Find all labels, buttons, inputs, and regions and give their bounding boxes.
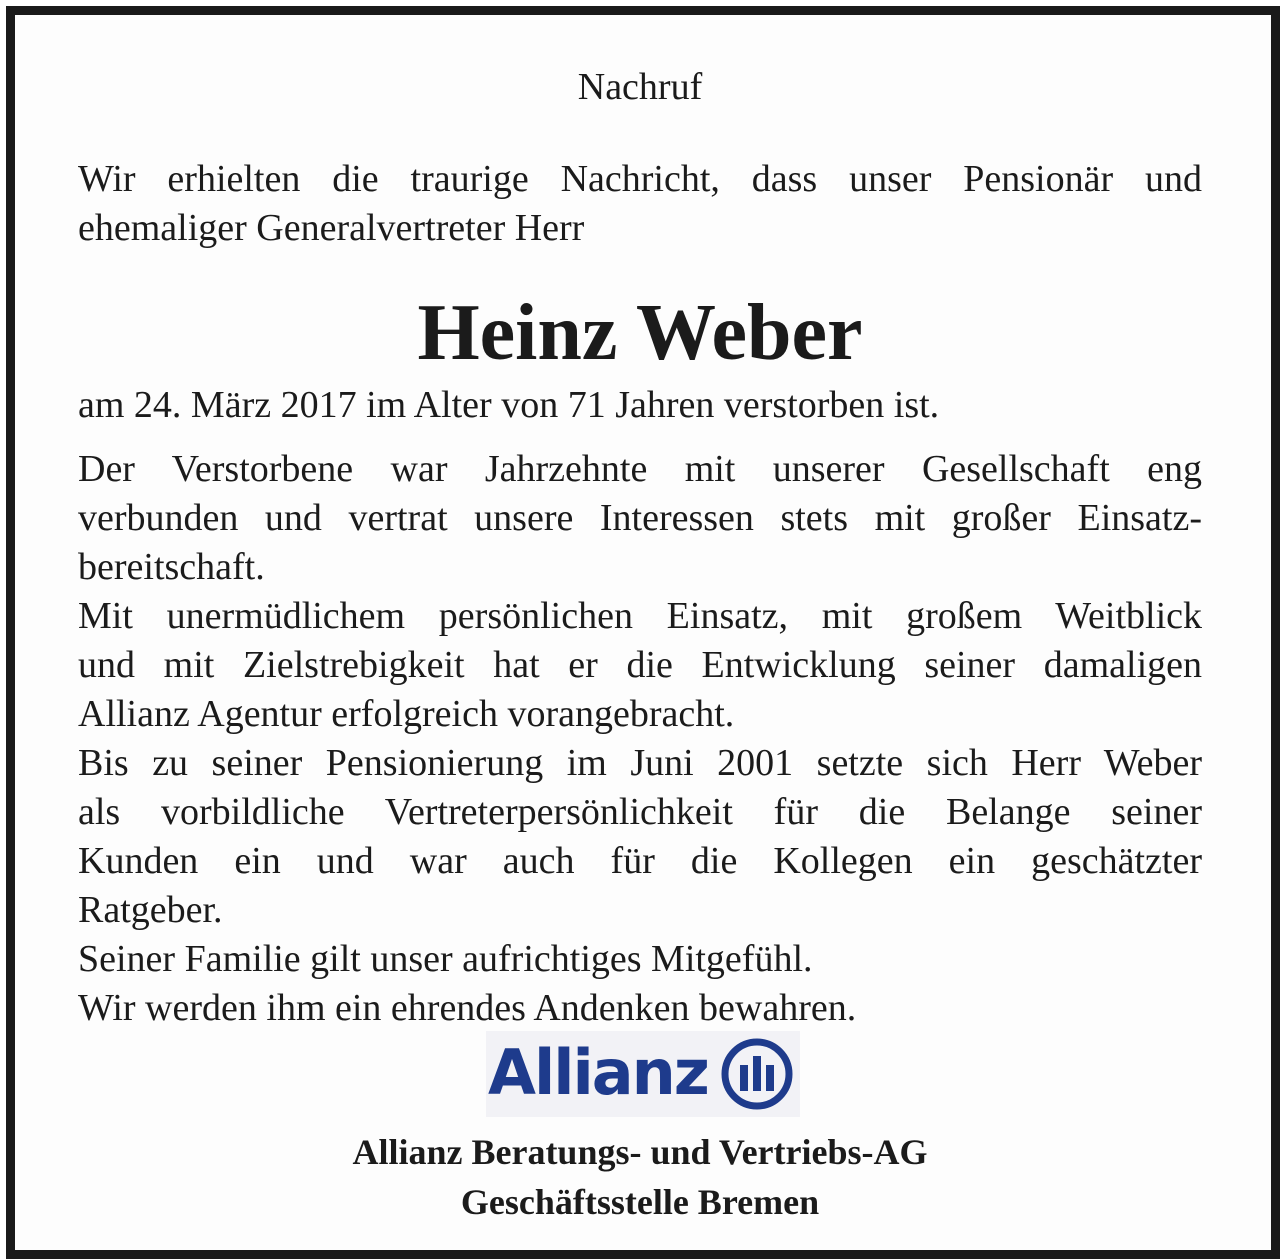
body-line: Wir werden ihm ein ehrendes Andenken bewahren. xyxy=(78,987,857,1029)
intro-line: Wir erhielten die traurige Nachricht, dass unser Pensionär und xyxy=(78,158,1202,200)
body-paragraph xyxy=(78,445,1202,1033)
body-line: Allianz Agentur erfolgreich vorangebracht. xyxy=(78,693,735,735)
company-name: Allianz Beratungs- und Vertriebs-AG xyxy=(352,1132,928,1172)
obituary-frame xyxy=(6,6,1280,1259)
body-line: bereitschaft. xyxy=(78,546,265,588)
body-line: verbunden und vertrat unsere Interessen stets mit großer Einsatz- xyxy=(78,497,1202,539)
allianz-wordmark: Allianz xyxy=(488,1036,708,1109)
body-line: Kunden ein und war auch für die Kollegen ein geschätzter xyxy=(78,840,1202,882)
page-title: Nachruf xyxy=(577,66,703,108)
company-branch: Geschäftsstelle Bremen xyxy=(460,1182,820,1222)
body-line: und mit Zielstrebigkeit hat er die Entwicklung seiner damaligen xyxy=(78,644,1202,686)
body-line: Der Verstorbene war Jahrzehnte mit unserer Gesellschaft eng xyxy=(78,448,1202,490)
death-line xyxy=(78,381,1202,430)
allianz-logo xyxy=(486,1031,800,1117)
allianz-eagle-mark-icon xyxy=(720,1037,794,1111)
body-line: Ratgeber. xyxy=(78,889,223,931)
body-line: Seiner Familie gilt unser aufrichtiges Mitgefühl. xyxy=(78,938,813,980)
deceased-name: Heinz Weber xyxy=(417,289,863,377)
intro-line: ehemaliger Generalvertreter Herr xyxy=(78,207,585,249)
intro-paragraph xyxy=(78,155,1202,253)
body-line: Bis zu seiner Pensionierung im Juni 2001 setzte sich Herr Weber xyxy=(78,742,1202,784)
body-line: Mit unermüdlichem persönlichen Einsatz, mit großem Weitblick xyxy=(78,595,1202,637)
death-line-text: am 24. März 2017 im Alter von 71 Jahren verstorben ist. xyxy=(78,384,940,426)
body-line: als vorbildliche Vertreterpersönlichkeit für die Belange seiner xyxy=(78,791,1202,833)
